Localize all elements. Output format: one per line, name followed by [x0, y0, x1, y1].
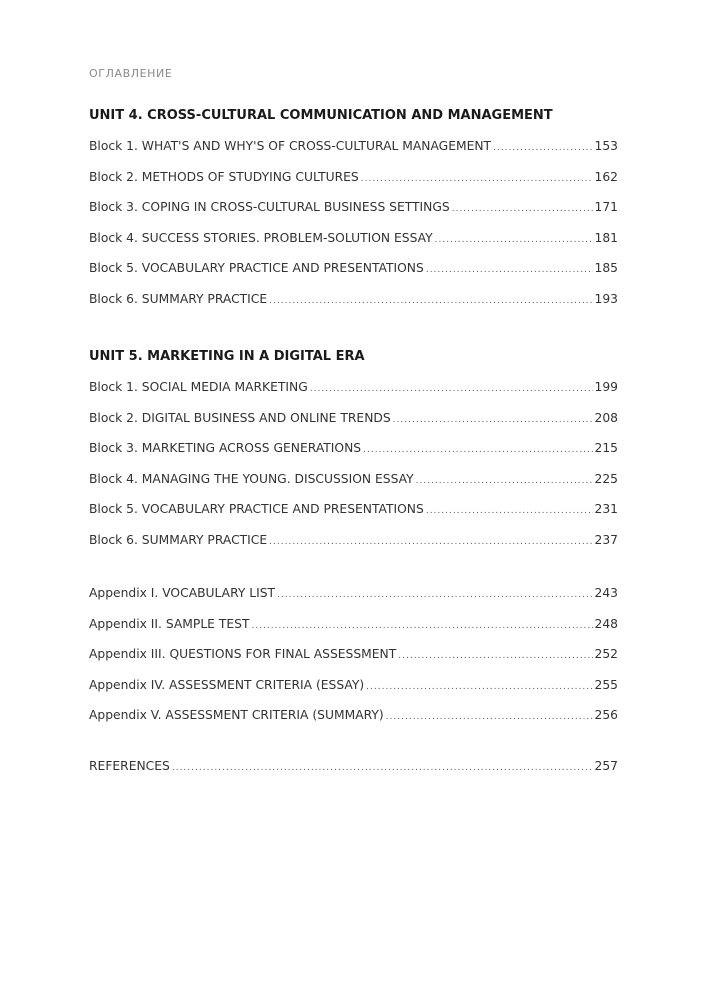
toc-entry-page: 256	[594, 708, 618, 722]
leader-dots	[251, 613, 592, 637]
toc-entry[interactable]	[89, 166, 618, 197]
toc-entry-label: Block 6. SUMMARY PRACTICE	[89, 532, 268, 547]
section-spacer	[89, 735, 618, 755]
toc-entry-page: 162	[594, 169, 618, 184]
toc-entry-page: 225	[594, 471, 618, 486]
toc-section-unit-5	[89, 346, 618, 559]
leader-dots	[493, 135, 592, 159]
toc-entry-label: Block 1. SOCIAL MEDIA MARKETING	[89, 380, 308, 394]
toc-entry-page: 231	[594, 502, 618, 516]
toc-entry-page: 171	[594, 200, 618, 214]
toc-entry-page: 252	[594, 647, 618, 661]
toc-entry-label: Appendix III. QUESTIONS FOR FINAL ASSESSMENT	[89, 647, 397, 661]
toc-entry[interactable]	[89, 135, 618, 166]
toc-entry[interactable]	[89, 376, 618, 407]
toc-section-appendices	[89, 582, 618, 735]
toc-entry[interactable]	[89, 674, 618, 705]
toc-entry-page: 237	[594, 532, 618, 547]
toc-entry-label: Block 5. VOCABULARY PRACTICE AND PRESENTATIONS	[89, 502, 424, 516]
toc-entry-page: 257	[594, 758, 618, 773]
toc-entry[interactable]	[89, 407, 618, 438]
toc-entry-page: 215	[594, 441, 618, 455]
leader-dots	[398, 643, 592, 667]
leader-dots	[310, 376, 593, 400]
leader-dots	[393, 407, 593, 431]
leader-dots	[277, 582, 592, 606]
toc-entry[interactable]	[89, 468, 618, 499]
toc-entry-label: Appendix II. SAMPLE TEST	[89, 616, 250, 631]
toc-entry-page: 208	[594, 410, 618, 425]
toc-entry-label: REFERENCES	[89, 758, 170, 773]
toc-section-references	[89, 755, 618, 786]
toc-entry-label: Block 1. WHAT'S AND WHY'S OF CROSS-CULTURAL MANAGEMENT	[89, 139, 492, 153]
toc-entry[interactable]	[89, 196, 618, 227]
toc-entry-label: Block 3. MARKETING ACROSS GENERATIONS	[89, 441, 362, 455]
leader-dots	[416, 468, 593, 492]
table-of-contents	[89, 105, 618, 785]
leader-dots	[386, 704, 593, 728]
toc-entry[interactable]	[89, 529, 618, 560]
toc-entry[interactable]	[89, 288, 618, 319]
toc-entry-label: Appendix V. ASSESSMENT CRITERIA (SUMMARY)	[89, 708, 384, 722]
leader-dots	[426, 498, 593, 522]
leader-dots	[269, 529, 592, 553]
toc-entry-label: Block 3. COPING IN CROSS-CULTURAL BUSINESS SETTINGS	[89, 200, 450, 214]
toc-entry[interactable]	[89, 613, 618, 644]
toc-entry-page: 255	[594, 677, 618, 692]
leader-dots	[361, 166, 593, 190]
leader-dots	[363, 437, 592, 461]
toc-entry-label: Block 5. VOCABULARY PRACTICE AND PRESENTATIONS	[89, 261, 424, 275]
toc-entry-references[interactable]	[89, 755, 618, 786]
toc-entry-page: 153	[594, 139, 618, 153]
leader-dots	[426, 257, 593, 281]
toc-entry-label: Block 2. METHODS OF STUDYING CULTURES	[89, 169, 359, 184]
toc-entry-label: Block 2. DIGITAL BUSINESS AND ONLINE TRENDS	[89, 410, 391, 425]
leader-dots	[269, 288, 592, 312]
leader-dots	[452, 196, 593, 220]
toc-section-unit-4	[89, 105, 618, 318]
toc-entry-page: 243	[594, 586, 618, 600]
toc-entry[interactable]	[89, 498, 618, 529]
toc-entry-page: 248	[594, 616, 618, 631]
toc-entry[interactable]	[89, 643, 618, 674]
toc-entry-label: Appendix IV. ASSESSMENT CRITERIA (ESSAY)	[89, 677, 365, 692]
section-spacer	[89, 559, 618, 582]
toc-entry-page: 181	[594, 230, 618, 245]
section-spacer	[89, 318, 618, 346]
unit-4-title: UNIT 4. CROSS-CULTURAL COMMUNICATION AND MANAGEMENT	[89, 108, 553, 123]
unit-5-title: UNIT 5. MARKETING IN A DIGITAL ERA	[89, 349, 365, 364]
toc-entry-page: 185	[594, 261, 618, 275]
leader-dots	[366, 674, 592, 698]
toc-entry-page: 199	[594, 380, 618, 394]
leader-dots	[172, 755, 593, 779]
toc-entry-label: Block 6. SUMMARY PRACTICE	[89, 291, 268, 306]
toc-entry-label: Block 4. SUCCESS STORIES. PROBLEM-SOLUTION ESSAY	[89, 230, 433, 245]
leader-dots	[435, 227, 593, 251]
toc-entry-label: Block 4. MANAGING THE YOUNG. DISCUSSION ESSAY	[89, 471, 414, 486]
running-header: ОГЛАВЛЕНИЕ	[89, 67, 173, 80]
toc-entry-label: Appendix I. VOCABULARY LIST	[89, 586, 276, 600]
toc-entry[interactable]	[89, 257, 618, 288]
toc-entry[interactable]	[89, 582, 618, 613]
toc-entry[interactable]	[89, 704, 618, 735]
toc-entry[interactable]	[89, 437, 618, 468]
toc-entry[interactable]	[89, 227, 618, 258]
toc-entry-page: 193	[594, 291, 618, 306]
